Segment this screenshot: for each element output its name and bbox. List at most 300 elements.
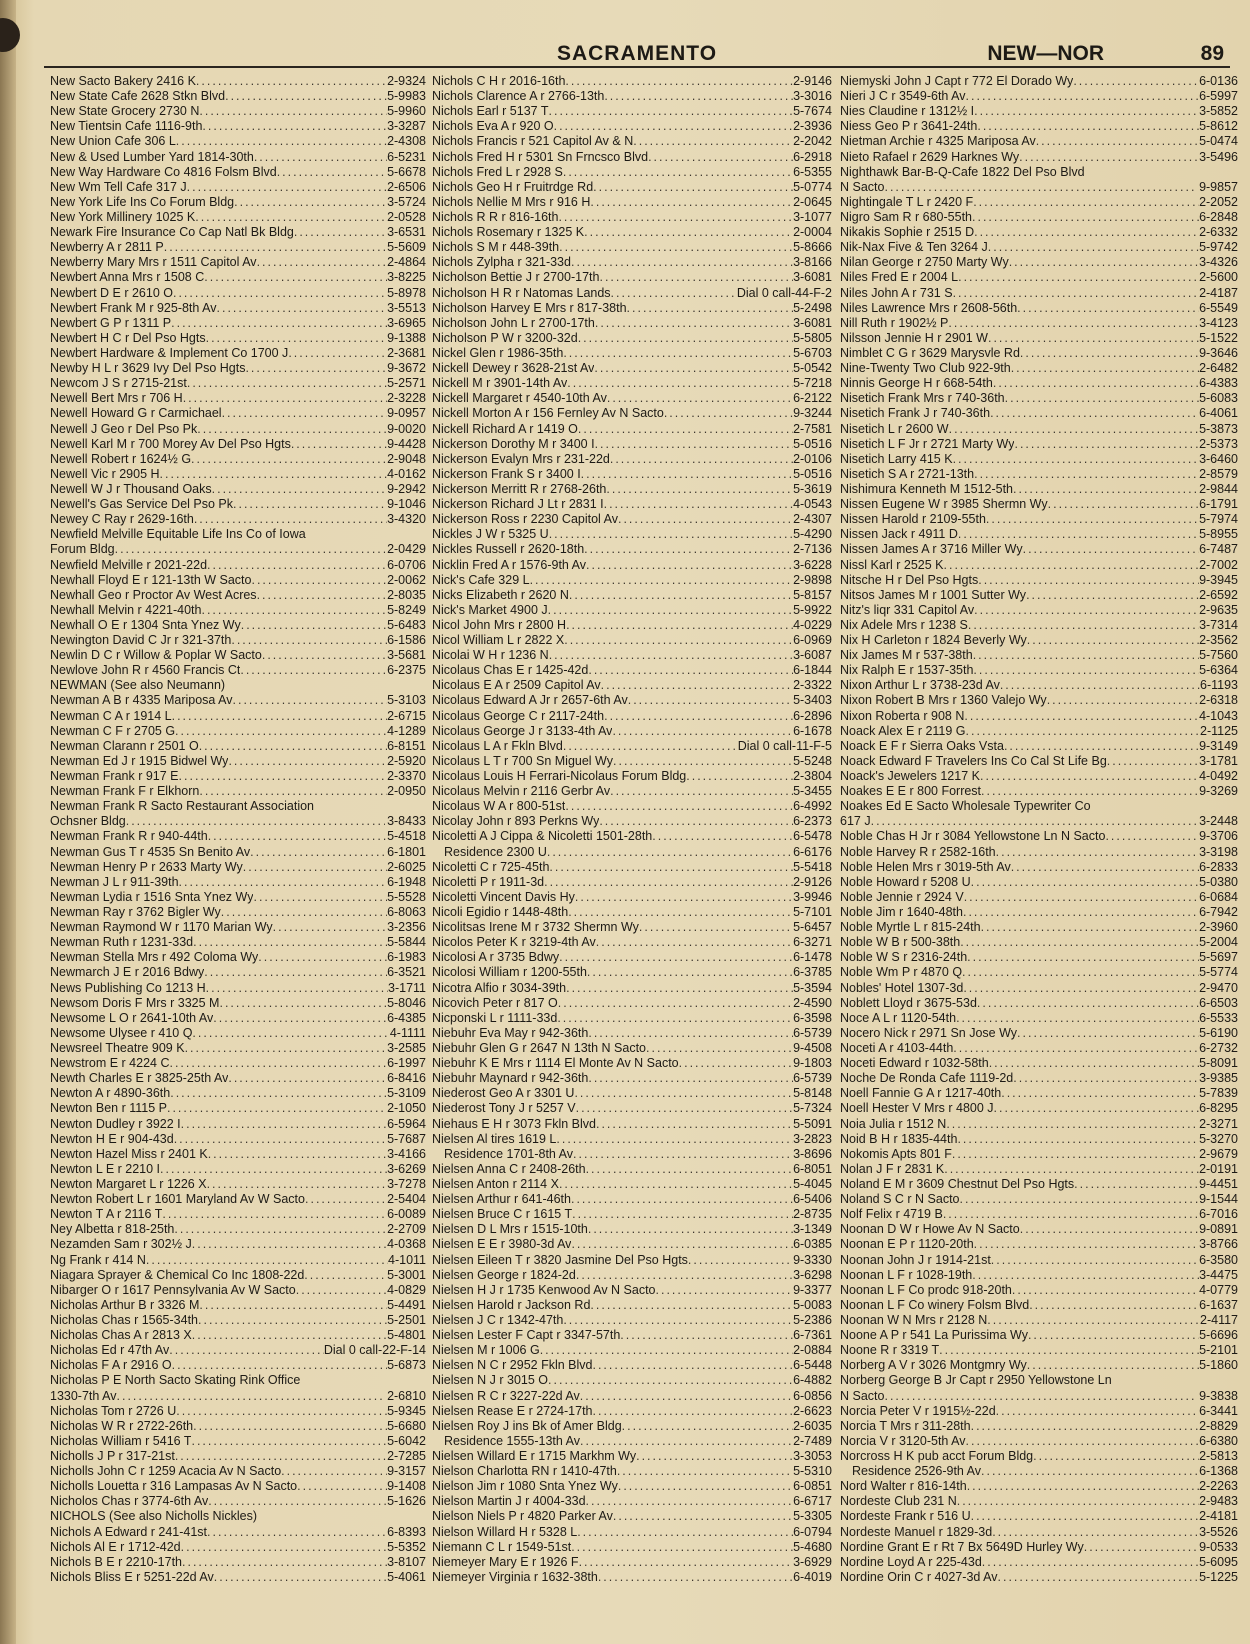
- listing-phone: 9-4508: [793, 1041, 832, 1055]
- leader-dots: [208, 1494, 387, 1508]
- listing-name: Newbert Anna Mrs r 1508 C: [50, 270, 205, 285]
- listing-phone: 3-8766: [1199, 1237, 1238, 1252]
- listing-name: Noack's Jewelers 1217 K: [840, 769, 980, 784]
- listing-entry: [840, 150, 1238, 164]
- listing-phone: 5-3001: [387, 1267, 426, 1282]
- leader-dots: [588, 1071, 793, 1085]
- listing-name: New & Used Lumber Yard 1814-30th: [50, 149, 254, 164]
- listing-name: Nissen Harold r 2109-55th: [840, 512, 986, 527]
- listing-phone: 3-6929: [793, 1554, 832, 1569]
- listing-name: Newman C F r 2705 G: [50, 723, 176, 738]
- leader-dots: [884, 180, 1197, 194]
- listing-phone: 3-6087: [793, 648, 832, 663]
- listing-entry: [50, 845, 426, 859]
- listing-phone: 6-1801: [387, 844, 426, 859]
- listing-name: Norberg George B Jr Capt r 2950 Yellowstone Ln: [840, 1373, 1112, 1388]
- listing-entry: [432, 1192, 832, 1206]
- listing-phone: 9-1544: [1199, 1192, 1238, 1207]
- listing-phone: 3-6081: [793, 315, 832, 330]
- listing-phone: 6-2833: [1199, 859, 1238, 874]
- listing-name: Nightingale T L r 2420 F: [840, 194, 974, 209]
- listing-name: Niemann C L r 1549-51st: [432, 1539, 572, 1554]
- listing-entry: [432, 1328, 832, 1342]
- leader-dots: [202, 119, 387, 133]
- leader-dots: [197, 422, 387, 436]
- leader-dots: [966, 724, 1200, 738]
- listing-phone: 2-0884: [793, 1343, 832, 1358]
- listing-phone: 9-2942: [387, 481, 426, 496]
- listing-name: Nissl Karl r 2525 K: [840, 557, 944, 572]
- leader-dots: [199, 104, 387, 118]
- listing-entry: [50, 1253, 426, 1267]
- listing-phone: 5-3619: [793, 481, 832, 496]
- leader-dots: [1013, 482, 1199, 496]
- leader-dots: [207, 1525, 387, 1539]
- listing-phone: 2-9844: [1199, 481, 1238, 496]
- listing-name: New Wm Tell Cafe 317 J: [50, 179, 187, 194]
- listing-entry: [432, 965, 832, 979]
- leader-dots: [617, 1464, 793, 1478]
- listing-phone: 6-8416: [387, 1071, 426, 1086]
- listing-entry: [50, 1419, 426, 1433]
- listing-entry: [50, 422, 426, 436]
- leader-dots: [974, 104, 1199, 118]
- listing-name: Nimblet C G r 3629 Marysvle Rd: [840, 345, 1020, 360]
- listing-entry: [50, 1162, 426, 1176]
- page-header: [44, 40, 1230, 68]
- listing-entry: [840, 89, 1238, 103]
- directory-column-1: [50, 74, 426, 1584]
- listing-entry: [432, 1011, 832, 1025]
- listing-phone: 2-3271: [1199, 1116, 1238, 1131]
- listing-phone: 3-5513: [387, 300, 426, 315]
- listing-entry: [432, 814, 832, 828]
- listing-phone: 2-7002: [1199, 557, 1238, 572]
- listing-entry: [840, 1268, 1238, 1282]
- listing-entry: [50, 1404, 426, 1418]
- listing-phone: 6-2373: [793, 814, 832, 829]
- listing-phone: 5-3594: [793, 980, 832, 995]
- listing-entry: [50, 1268, 426, 1282]
- listing-phone: 2-9324: [387, 74, 426, 88]
- listing-name: Noonan L F Co winery Folsm Blvd: [840, 1297, 1030, 1312]
- listing-name: Noakes Ed E Sacto Wholesale Typewriter Co: [840, 799, 1091, 814]
- listing-entry: [840, 648, 1238, 662]
- listing-entry: [50, 950, 426, 964]
- listing-name: Nicolaus L T r 700 Sn Miguel Wy: [432, 753, 613, 768]
- listing-entry: [432, 588, 832, 602]
- listing-name: Newell Howard G r Carmichael: [50, 406, 222, 421]
- listing-entry: [432, 905, 832, 919]
- leader-dots: [994, 1101, 1200, 1115]
- listing-phone: 6-8051: [793, 1161, 832, 1176]
- listing-entry: [840, 1358, 1238, 1372]
- leader-dots: [953, 1041, 1199, 1055]
- listing-entry: [432, 1449, 832, 1463]
- leader-dots: [245, 361, 387, 375]
- leader-dots: [557, 1011, 793, 1025]
- leader-dots: [622, 1419, 793, 1433]
- leader-dots: [174, 1222, 387, 1236]
- listing-phone: 3-3287: [387, 119, 426, 134]
- leader-dots: [204, 965, 387, 979]
- listing-entry: [432, 316, 832, 330]
- listing-entry: [50, 1207, 426, 1221]
- listing-entry: [50, 1237, 426, 1251]
- listing-phone: 3-4123: [1199, 315, 1238, 330]
- listing-entry: [50, 225, 426, 239]
- listing-name: Nielson Martin J r 4004-33d: [432, 1494, 586, 1509]
- listing-name: News Publishing Co 1213 H: [50, 980, 206, 995]
- listing-phone: 5-8955: [1199, 527, 1238, 542]
- listing-name: Residence 2526-9th Av: [852, 1464, 982, 1479]
- leader-dots: [277, 165, 387, 179]
- listing-phone: 9-3330: [793, 1252, 832, 1267]
- listing-name: Nisetich L F Jr r 2721 Marty Wy: [840, 436, 1015, 451]
- listing-entry: [840, 935, 1238, 949]
- listing-phone: 3-8433: [387, 814, 426, 829]
- listing-name: New York Life Ins Co Forum Bldg: [50, 194, 235, 209]
- listing-phone: 6-1983: [387, 950, 426, 965]
- listing-phone: 5-5697: [1199, 950, 1238, 965]
- listing-name: Niles John A r 731 S: [840, 285, 953, 300]
- leader-dots: [164, 240, 387, 254]
- leader-dots: [973, 663, 1199, 677]
- listing-entry: [50, 1192, 426, 1206]
- listing-name: Noble Helen Mrs r 3019-5th Av: [840, 859, 1011, 874]
- listing-name: Newton Robert L r 1601 Maryland Av W Sacto: [50, 1192, 305, 1207]
- listing-phone: 3-6531: [387, 225, 426, 240]
- listing-entry: [840, 678, 1238, 692]
- listing-name: Nickell Richard A r 1419 O: [432, 421, 578, 436]
- listing-name: New State Cafe 2628 Stkn Blvd: [50, 89, 226, 104]
- listing-entry: [840, 1419, 1238, 1433]
- leader-dots: [234, 195, 387, 209]
- listing-entry: [50, 1555, 426, 1569]
- listing-phone: 6-0856: [793, 1388, 832, 1403]
- leader-dots: [967, 1479, 1199, 1493]
- listing-phone: 2-2042: [793, 134, 832, 149]
- leader-dots: [251, 573, 387, 587]
- leader-dots: [185, 1041, 387, 1055]
- listing-entry: [50, 361, 426, 375]
- listing-entry: [840, 1147, 1238, 1161]
- listing-phone: 6-0969: [793, 633, 832, 648]
- leader-dots: [974, 467, 1199, 481]
- listing-entry: [50, 1147, 426, 1161]
- listing-name: Niles Fred E r 2004 L: [840, 270, 959, 285]
- leader-dots: [656, 1283, 794, 1297]
- listing-name: Noble Jim r 1640-48th: [840, 905, 963, 920]
- listing-entry: [50, 482, 426, 496]
- listing-name: Noce A L r 1120-54th: [840, 1010, 957, 1025]
- leader-dots: [957, 1132, 1199, 1146]
- listing-entry: [840, 346, 1238, 360]
- leader-dots: [530, 573, 793, 587]
- listing-phone: 3-5496: [1199, 149, 1238, 164]
- listing-name: Nocero Nick r 2971 Sn Jose Wy: [840, 1025, 1018, 1040]
- leader-dots: [176, 1404, 387, 1418]
- listing-name: Newton Dudley r 3922 I: [50, 1116, 181, 1131]
- listing-name: Nickell M r 3901-14th Av: [432, 376, 568, 391]
- listing-entry: [840, 331, 1238, 345]
- listing-phone: 4-0829: [387, 1282, 426, 1297]
- leader-dots: [686, 769, 793, 783]
- leader-dots: [181, 1540, 387, 1554]
- leader-dots: [192, 1026, 389, 1040]
- listing-phone: 3-8225: [387, 270, 426, 285]
- listing-name: Nicolitsas Irene M r 3732 Shermn Wy: [432, 920, 639, 935]
- leader-dots: [966, 89, 1200, 103]
- leader-dots: [549, 527, 793, 541]
- listing-entry: [50, 1056, 426, 1070]
- listing-entry: [840, 1207, 1238, 1221]
- listing-entry: [50, 1298, 426, 1312]
- leader-dots: [613, 1509, 793, 1523]
- listing-phone: 3-8107: [387, 1554, 426, 1569]
- listing-entry: [50, 195, 426, 209]
- listing-continuation: [50, 542, 426, 556]
- listing-entry: [840, 920, 1238, 934]
- listing-phone: 3-7314: [1199, 617, 1238, 632]
- listing-name: Nickerson Merritt R r 2768-26th: [432, 481, 607, 496]
- listing-entry: [50, 769, 426, 783]
- listing-name: Newhall Melvin r 4221-40th: [50, 602, 202, 617]
- listing-entry: [50, 1011, 426, 1025]
- listing-name: New Way Hardware Co 4816 Folsm Blvd: [50, 164, 277, 179]
- listing-name: Noonan John J r 1914-21st: [840, 1252, 991, 1267]
- listing-phone: 5-1626: [387, 1494, 426, 1509]
- listing-entry: [50, 1328, 426, 1342]
- leader-dots: [206, 981, 388, 995]
- listing-phone: 3-3016: [793, 89, 832, 104]
- listing-entry: [50, 316, 426, 330]
- listing-phone: 4-0162: [387, 466, 426, 481]
- leader-dots: [1073, 74, 1199, 88]
- listing-phone: 5-8046: [387, 995, 426, 1010]
- leader-dots: [871, 814, 1197, 828]
- listing-phone: 6-8063: [387, 905, 426, 920]
- listing-name: Nickerson Dorothy M r 3400 I: [432, 436, 595, 451]
- leader-dots: [1005, 391, 1199, 405]
- leader-dots: [1004, 739, 1199, 753]
- listing-entry: [432, 1147, 832, 1161]
- listing-entry: [50, 452, 426, 466]
- leader-dots: [212, 482, 387, 496]
- leader-dots: [175, 724, 387, 738]
- listing-entry: [50, 391, 426, 405]
- leader-dots: [977, 119, 1199, 133]
- listing-name: N Sacto: [840, 179, 885, 194]
- listing-phone: 6-0794: [793, 1524, 832, 1539]
- listing-name: Nezamden Sam r 302½ J: [50, 1237, 192, 1252]
- listing-name: Newsome Ulysee r 410 Q: [50, 1025, 193, 1040]
- listing-name: Nichols B E r 2210-17th: [50, 1554, 183, 1569]
- listing-name: Noceti Edward r 1032-58th: [840, 1056, 989, 1071]
- listing-entry: [840, 422, 1238, 436]
- listing-phone: 6-2122: [793, 391, 832, 406]
- listing-phone: 5-8249: [387, 602, 426, 617]
- listing-phone: 2-3804: [793, 769, 832, 784]
- leader-dots: [573, 1147, 793, 1161]
- listing-name: Nielsen N C r 2952 Fkln Blvd: [432, 1358, 593, 1373]
- listing-name: Noell Hester V Mrs r 4800 J: [840, 1101, 994, 1116]
- listing-phone: 2-2052: [1199, 194, 1238, 209]
- listing-entry: [50, 754, 426, 768]
- leader-dots: [566, 618, 793, 632]
- listing-entry: [50, 1343, 426, 1357]
- listing-phone: 2-6810: [387, 1388, 426, 1403]
- listing-phone: 6-5448: [793, 1358, 832, 1373]
- listing-phone: 4-0543: [793, 497, 832, 512]
- listing-phone: 3-4320: [387, 512, 426, 527]
- leader-dots: [540, 1343, 793, 1357]
- listing-name: Noceti A r 4103-44th: [840, 1041, 954, 1055]
- listing-entry: [432, 512, 832, 526]
- leader-dots: [201, 603, 387, 617]
- listing-phone: 3-2356: [387, 920, 426, 935]
- listing-name: Newbert Frank M r 925-8th Av: [50, 300, 217, 315]
- listing-name: Newman Raymond W r 1170 Marian Wy: [50, 920, 273, 935]
- listing-phone: 2-9635: [1199, 602, 1238, 617]
- listing-entry: [50, 1479, 426, 1493]
- listing-name: Nielson Niels P r 4820 Parker Av: [432, 1509, 613, 1524]
- listing-phone: 3-6460: [1199, 451, 1238, 466]
- listing-entry: [50, 829, 426, 843]
- listing-name: Noone A P r 541 La Purissima Wy: [840, 1328, 1028, 1343]
- listing-entry: [432, 1132, 832, 1146]
- listing-phone: 9-3377: [793, 1282, 832, 1297]
- listing-name: Nighthawk Bar-B-Q-Cafe 1822 Del Pso Blvd: [840, 164, 1085, 179]
- listing-phone: 5-6873: [387, 1358, 426, 1373]
- listing-entry: [432, 542, 832, 556]
- leader-dots: [563, 739, 738, 753]
- listing-phone: 2-3322: [793, 678, 832, 693]
- listing-entry: [840, 1509, 1238, 1523]
- listing-entry: [432, 452, 832, 466]
- listing-entry: [432, 845, 832, 859]
- listing-phone: 6-0851: [793, 1479, 832, 1494]
- listing-name: Nissen Jack r 4911 D: [840, 527, 958, 542]
- listing-entry: [432, 255, 832, 269]
- listing-phone: 5-6696: [1199, 1328, 1238, 1343]
- listing-name: Newell J Geo r Del Pso Pk: [50, 421, 198, 436]
- listing-name: Nichols Clarence A r 2766-13th: [432, 89, 605, 104]
- listing-entry: [840, 134, 1238, 148]
- listing-entry: [432, 890, 832, 904]
- listing-entry: [50, 1449, 426, 1463]
- listing-phone: 3-1711: [388, 980, 426, 995]
- listing-name: Nicholas F A r 2916 O: [50, 1358, 172, 1373]
- listing-entry: [840, 1237, 1238, 1251]
- listing-entry: [50, 739, 426, 753]
- listing-entry: [432, 1540, 832, 1554]
- leader-dots: [304, 1268, 387, 1282]
- listing-name: Nicholas Chas A r 2813 X: [50, 1328, 192, 1343]
- listing-entry: [840, 391, 1238, 405]
- leader-dots: [294, 225, 387, 239]
- leader-dots: [559, 240, 793, 254]
- listing-phone: 6-7016: [1199, 1207, 1238, 1222]
- listing-entry: [840, 1162, 1238, 1176]
- leader-dots: [563, 165, 793, 179]
- leader-dots: [639, 920, 793, 934]
- leader-dots: [175, 1449, 387, 1463]
- listing-name: Nicolaus George C r 2117-24th: [432, 708, 605, 723]
- leader-dots: [179, 769, 388, 783]
- listing-phone: 5-5844: [387, 935, 426, 950]
- leader-dots: [167, 1101, 387, 1115]
- listing-phone: 6-0684: [1199, 889, 1238, 904]
- listing-name: Nix H Carleton r 1824 Beverly Wy: [840, 633, 1027, 648]
- listing-phone: 6-7942: [1199, 905, 1238, 920]
- listing-name: Nickerson Richard J Lt r 2831 I: [432, 497, 604, 512]
- listing-phone: 5-5248: [793, 753, 832, 768]
- listing-phone: 9-9857: [1199, 179, 1238, 194]
- listing-phone: 9-0891: [1199, 1222, 1238, 1237]
- leader-dots: [988, 331, 1199, 345]
- leader-dots: [578, 422, 793, 436]
- listing-phone: 5-7839: [1199, 1086, 1238, 1101]
- listing-phone: 2-2263: [1199, 1479, 1238, 1494]
- listing-entry: [840, 618, 1238, 632]
- leader-dots: [233, 497, 387, 511]
- listing-phone: 9-0957: [387, 406, 426, 421]
- listing-phone: 5-7560: [1199, 648, 1238, 663]
- listing-name: Nicholas William r 5416 T: [50, 1433, 192, 1448]
- listing-name: Nicholson P W r 3200-32d: [432, 330, 578, 345]
- listing-name: Noche De Ronda Cafe 1119-2d: [840, 1071, 1014, 1086]
- leader-dots: [281, 1464, 387, 1478]
- leader-dots: [982, 1555, 1199, 1569]
- listing-entry: [50, 1373, 426, 1387]
- listing-name: Newell Karl M r 700 Morey Av Del Pso Hgts: [50, 436, 291, 451]
- listing-phone: 6-1791: [1199, 497, 1238, 512]
- listing-phone: 6-5549: [1199, 300, 1238, 315]
- listing-name: Nielsen Al tires 1619 L: [432, 1131, 557, 1146]
- listing-name: Nisetich L r 2600 W: [840, 421, 949, 436]
- listing-phone: 5-3403: [793, 693, 832, 708]
- listing-phone: 5-8666: [793, 240, 832, 255]
- leader-dots: [963, 981, 1199, 995]
- leader-dots: [548, 1373, 793, 1387]
- listing-phone: Dial 0 call-44-F-2: [736, 285, 832, 300]
- listing-phone: 5-1225: [1199, 1569, 1238, 1584]
- listing-phone: 4-0368: [387, 1237, 426, 1252]
- leader-dots: [198, 1313, 387, 1327]
- directory-column-3: [840, 74, 1238, 1584]
- listing-entry: [432, 1162, 832, 1176]
- listing-name: Niebuhr Maynard r 942-36th: [432, 1071, 589, 1086]
- listing-entry: [840, 1117, 1238, 1131]
- leader-dots: [565, 74, 793, 88]
- listing-name: Niagara Sprayer & Chemical Co Inc 1808-22d: [50, 1267, 305, 1282]
- listing-entry: [840, 1283, 1238, 1297]
- listing-name: Noell Fannie G A r 1217-40th: [840, 1086, 1002, 1101]
- listing-phone: 5-1860: [1199, 1358, 1238, 1373]
- leader-dots: [291, 437, 387, 451]
- listing-name: Nill Ruth r 1902½ P: [840, 315, 949, 330]
- leader-dots: [996, 845, 1199, 859]
- leader-dots: [171, 316, 387, 330]
- listing-phone: Dial 0 call-22-F-14: [323, 1343, 426, 1358]
- listing-name: Noble Jennie r 2924 V: [840, 889, 964, 904]
- listing-name: Newell Vic r 2905 H: [50, 466, 160, 481]
- listing-name: Nitsche H r Del Pso Hgts: [840, 572, 979, 587]
- listing-entry: [50, 240, 426, 254]
- listing-name: Nichols Nellie M Mrs r 916 H: [432, 194, 591, 209]
- listing-name: Nielson Jim r 1080 Snta Ynez Wy: [432, 1479, 618, 1494]
